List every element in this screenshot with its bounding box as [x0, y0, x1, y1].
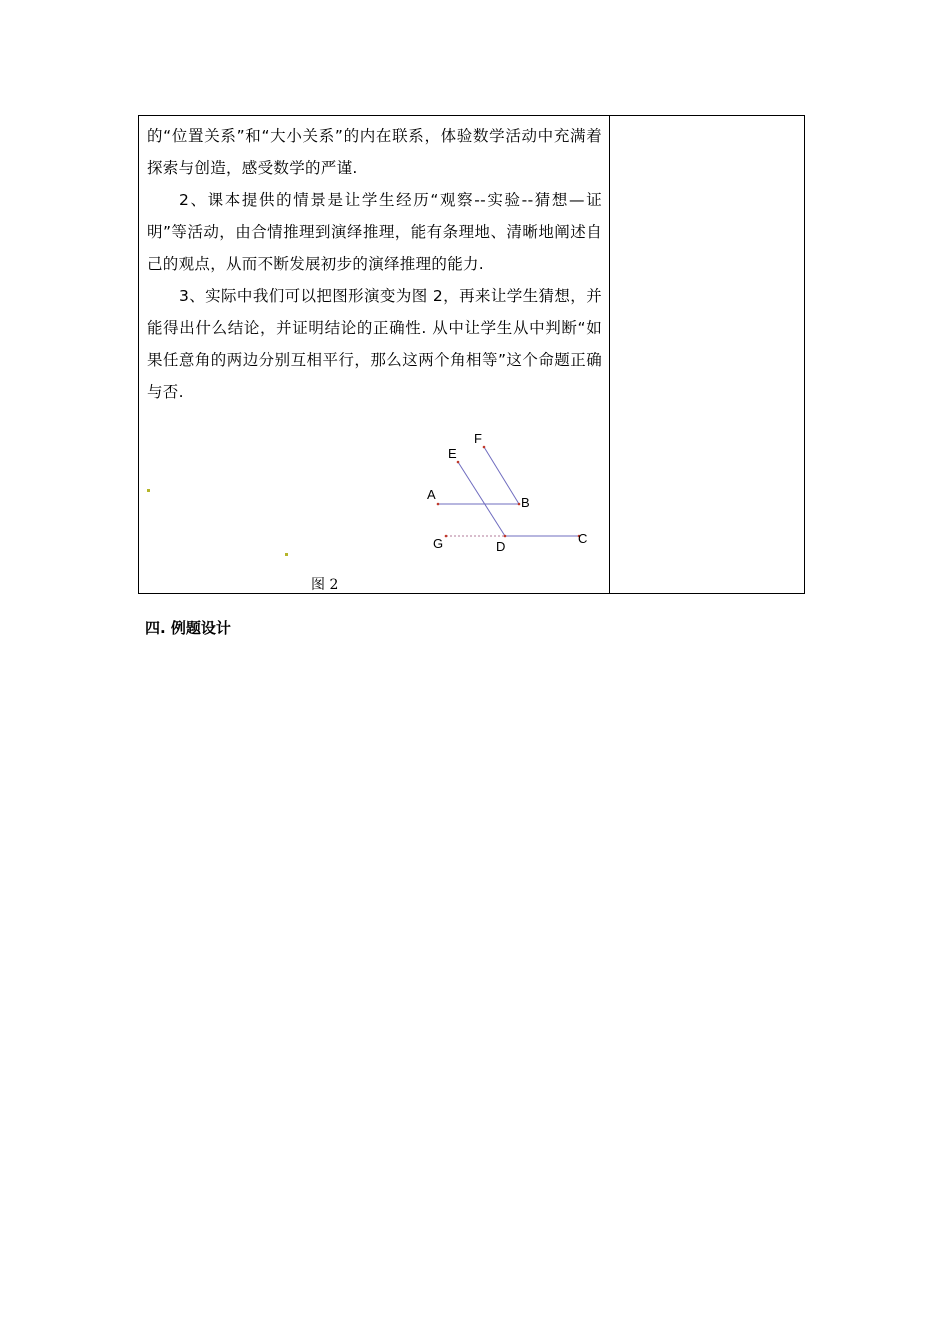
label-F: F: [474, 431, 482, 446]
point-F: [483, 446, 486, 449]
segment-FB: [484, 447, 519, 504]
segment-ED: [458, 462, 505, 536]
paragraph-2: 2、课本提供的情景是让学生经历“观察--实验--猜想—证明”等活动，由合情推理到演绎推理，能有条理地、清晰地阐述自己的观点，从而不断发展初步的演绎推理的能力.: [147, 191, 602, 273]
text-cell: [147, 120, 602, 408]
label-D: D: [496, 539, 506, 554]
paragraph-3: 3、实际中我们可以把图形演变为图 2，再来让学生猜想，并能得出什么结论，并证明结论的正确性. 从中让学生从中判断“如果任意角的两边分别互相平行，那么这两个角相等”这个命题正确与否.: [147, 287, 602, 401]
point-B: [518, 503, 521, 506]
figure-caption: 图 2: [311, 577, 339, 593]
marker-dot-2: [285, 553, 288, 556]
paragraph-1: 的“位置关系”和“大小关系”的内在联系，体验数学活动中充满着探索与创造，感受数学的严谨.: [147, 127, 602, 177]
section-heading: 四. 例题设计: [145, 619, 231, 637]
point-E: [457, 461, 460, 464]
point-G: [445, 535, 448, 538]
point-D: [504, 535, 507, 538]
geometry-diagram: [139, 416, 609, 594]
marker-dot-1: [147, 489, 150, 492]
content-table: [138, 115, 805, 594]
label-E: E: [448, 446, 457, 461]
figure-2: [139, 416, 609, 594]
label-B: B: [521, 495, 530, 510]
point-A: [437, 503, 440, 506]
label-G: G: [433, 536, 444, 551]
label-A: A: [427, 487, 436, 502]
table-column-divider: [609, 116, 610, 593]
label-C: C: [578, 531, 588, 546]
